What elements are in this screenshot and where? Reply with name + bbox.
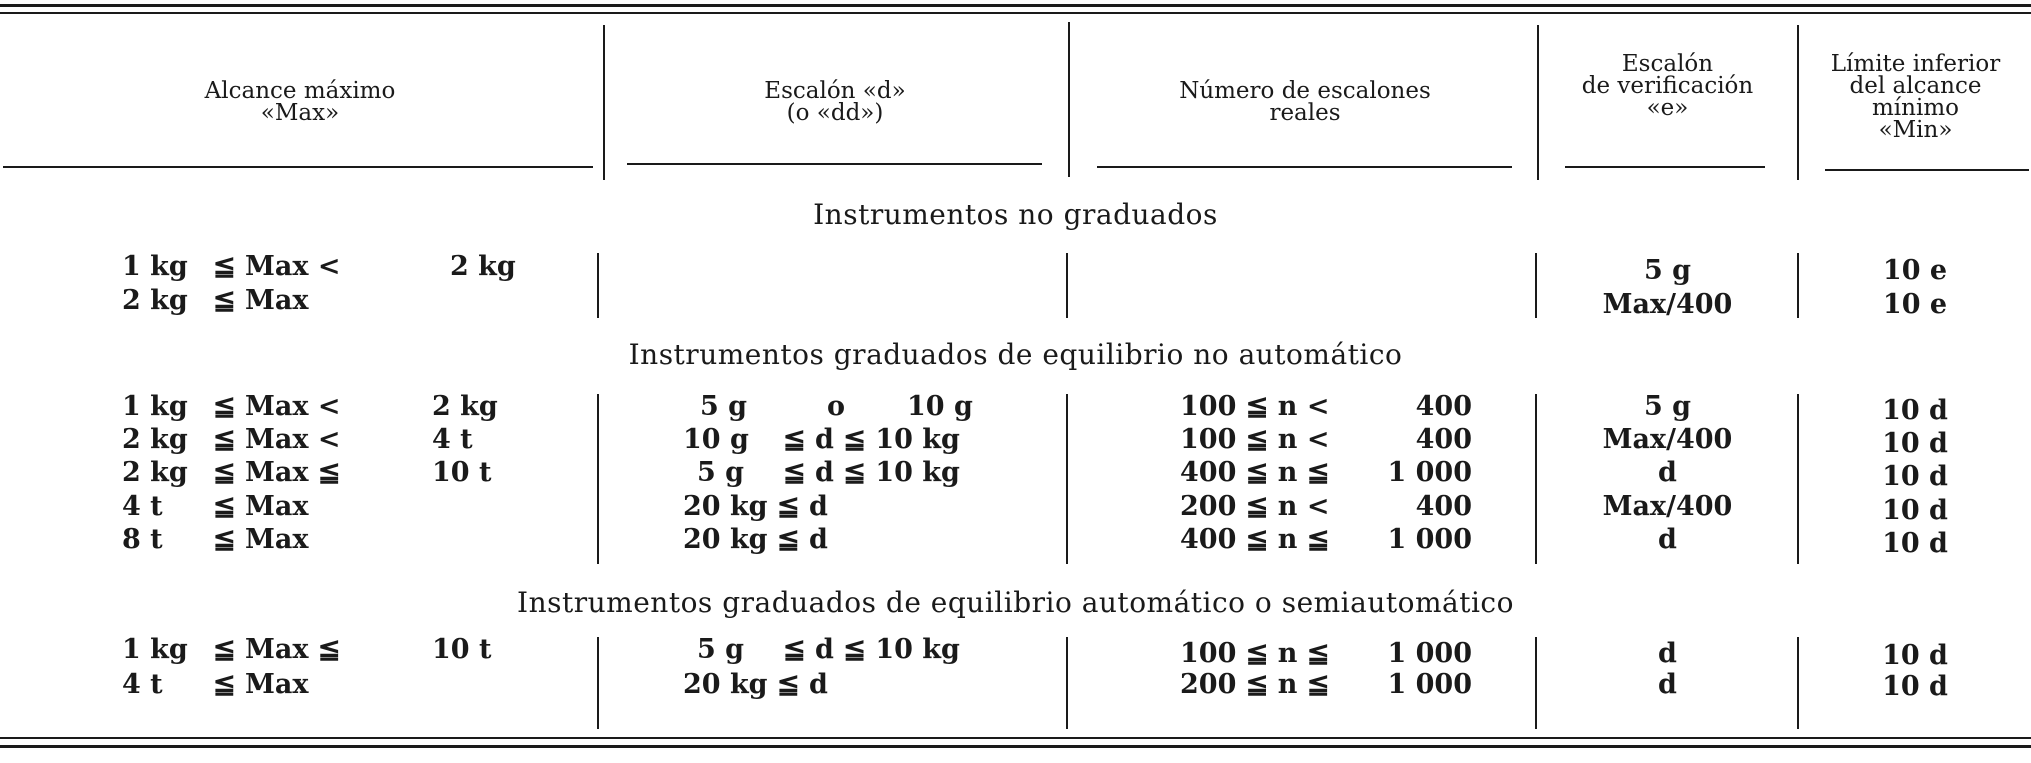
escalones-relation: 400 ≦ n ≦: [1180, 524, 1330, 555]
max-min-value: 1 kg: [122, 391, 188, 422]
header-divider-2: [1068, 22, 1070, 177]
escalones-limit: 1 000: [1387, 638, 1472, 669]
max-relation: ≦ Max <: [213, 391, 341, 422]
max-min-value: 1 kg: [122, 634, 188, 665]
escalones-limit: 400: [1415, 391, 1472, 422]
escalon-d-value: 5 g: [697, 634, 745, 665]
top-rule: [0, 4, 2031, 7]
escalon-d-relation: ≦ d ≦ 10 kg: [783, 457, 960, 488]
escalon-e-value: 5 g: [1643, 255, 1692, 286]
header-limite-inferior: [1800, 53, 2031, 141]
max-min-value: 1 kg: [122, 251, 188, 282]
header-divider-4: [1797, 25, 1799, 180]
max-upper-value: 10 t: [432, 457, 492, 488]
header-underline-2: [627, 163, 1042, 165]
escalones-limit: 1 000: [1387, 524, 1472, 555]
escalon-d-value: 20 kg ≦ d: [683, 524, 828, 555]
min-value: 10 d: [1882, 528, 1948, 559]
escalones-limit: 1 000: [1387, 457, 1472, 488]
max-min-value: 2 kg: [122, 457, 188, 488]
escalones-relation: 200 ≦ n <: [1180, 491, 1330, 522]
min-value: 10 e: [1882, 255, 1948, 286]
header-limite-line1: Límite inferior: [1830, 51, 2001, 77]
max-relation: ≦ Max ≦: [213, 634, 341, 665]
escalon-d-value: 5 g: [697, 457, 745, 488]
min-value: 10 d: [1882, 640, 1948, 671]
max-min-value: 4 t: [122, 669, 163, 700]
bottom-rule-outer: [0, 745, 2031, 748]
header-limite-line4: «Min»: [1878, 117, 1953, 143]
escalones-relation: 400 ≦ n ≦: [1180, 457, 1330, 488]
escalon-e-value: d: [1658, 669, 1677, 700]
header-escalon-d-line2: (o «dd»): [786, 100, 884, 126]
max-upper-value: 2 kg: [432, 391, 498, 422]
header-underline-1: [3, 166, 593, 168]
header-underline-3: [1097, 166, 1512, 168]
header-alcance-line1: Alcance máximo: [204, 78, 396, 104]
max-relation: ≦ Max: [213, 491, 309, 522]
max-relation: ≦ Max: [213, 524, 309, 555]
header-limite-line2: del alcance: [1849, 73, 1982, 99]
escalon-d-connector: o: [827, 391, 846, 422]
header-escalon-d-line1: Escalón «d»: [764, 78, 906, 104]
escalon-d-value: 20 kg ≦ d: [683, 491, 828, 522]
top-rule-inner: [0, 12, 2031, 14]
max-relation: ≦ Max <: [213, 424, 341, 455]
max-relation: ≦ Max: [213, 669, 309, 700]
max-upper-value: 2 kg: [450, 251, 516, 282]
escalon-d-relation: ≦ d ≦ 10 kg: [783, 634, 960, 665]
escalon-d-value-alt: 10 g: [907, 391, 973, 422]
min-value: 10 d: [1882, 671, 1948, 702]
escalon-e-value: d: [1658, 638, 1677, 669]
min-value: 10 d: [1882, 461, 1948, 492]
escalon-d-relation: ≦ d ≦ 10 kg: [783, 424, 960, 455]
escalones-relation: 100 ≦ n ≦: [1180, 638, 1330, 669]
section-title: Instrumentos no graduados: [813, 198, 1218, 231]
header-divider-3: [1537, 25, 1539, 180]
table-row: [0, 491, 2031, 526]
escalon-e-value: 5 g: [1643, 391, 1692, 422]
bottom-rule: [0, 737, 2031, 739]
header-divider-1: [603, 25, 605, 180]
max-upper-value: 10 t: [432, 634, 492, 665]
header-verif-line2: de verificación: [1581, 73, 1754, 99]
table-row: [0, 670, 2031, 700]
header-numero-line1: Número de escalones: [1179, 78, 1431, 104]
escalones-limit: 1 000: [1387, 669, 1472, 700]
header-numero-escalones: [1070, 80, 1540, 124]
section-title: Instrumentos graduados de equilibrio automático o semiautomático: [517, 586, 1514, 619]
escalon-d-value: 10 g: [683, 424, 749, 455]
max-relation: ≦ Max <: [213, 251, 341, 282]
header-alcance-line2: «Max»: [260, 100, 340, 126]
header-alcance: [0, 80, 600, 124]
escalones-limit: 400: [1415, 491, 1472, 522]
table-row: [0, 251, 2031, 286]
header-escalon-verificacion: [1540, 53, 1795, 119]
min-value: 10 d: [1882, 428, 1948, 459]
escalon-e-value: d: [1658, 457, 1677, 488]
max-relation: ≦ Max: [213, 285, 309, 316]
header-limite-line3: mínimo: [1872, 95, 1959, 121]
table-row: [0, 524, 2031, 559]
escalones-relation: 100 ≦ n <: [1180, 391, 1330, 422]
escalon-d-value: 5 g: [700, 391, 748, 422]
escalones-limit: 400: [1415, 424, 1472, 455]
max-relation: ≦ Max ≦: [213, 457, 341, 488]
table-row: [0, 634, 2031, 671]
max-min-value: 8 t: [122, 524, 163, 555]
max-min-value: 2 kg: [122, 424, 188, 455]
table-row: [0, 391, 2031, 426]
min-value: 10 e: [1882, 289, 1948, 320]
escalon-e-value: d: [1658, 524, 1677, 555]
header-verif-line1: Escalón: [1621, 51, 1714, 77]
header-underline-4: [1565, 166, 1765, 168]
escalon-e-value: Max/400: [1602, 289, 1733, 320]
max-min-value: 4 t: [122, 491, 163, 522]
table-row: [0, 424, 2031, 459]
header-verif-line3: «e»: [1646, 95, 1689, 121]
max-min-value: 2 kg: [122, 285, 188, 316]
table-row: [0, 285, 2031, 320]
min-value: 10 d: [1882, 495, 1948, 526]
escalon-e-value: Max/400: [1602, 491, 1733, 522]
table-row: [0, 457, 2031, 492]
max-upper-value: 4 t: [432, 424, 473, 455]
min-value: 10 d: [1882, 395, 1948, 426]
escalones-relation: 200 ≦ n ≦: [1180, 669, 1330, 700]
escalones-relation: 100 ≦ n <: [1180, 424, 1330, 455]
section-title: Instrumentos graduados de equilibrio no automático: [628, 338, 1403, 371]
escalon-e-value: Max/400: [1602, 424, 1733, 455]
header-numero-line2: reales: [1269, 100, 1341, 126]
header-escalon-d: [605, 80, 1065, 124]
header-underline-5: [1825, 169, 2029, 171]
escalon-d-value: 20 kg ≦ d: [683, 669, 828, 700]
